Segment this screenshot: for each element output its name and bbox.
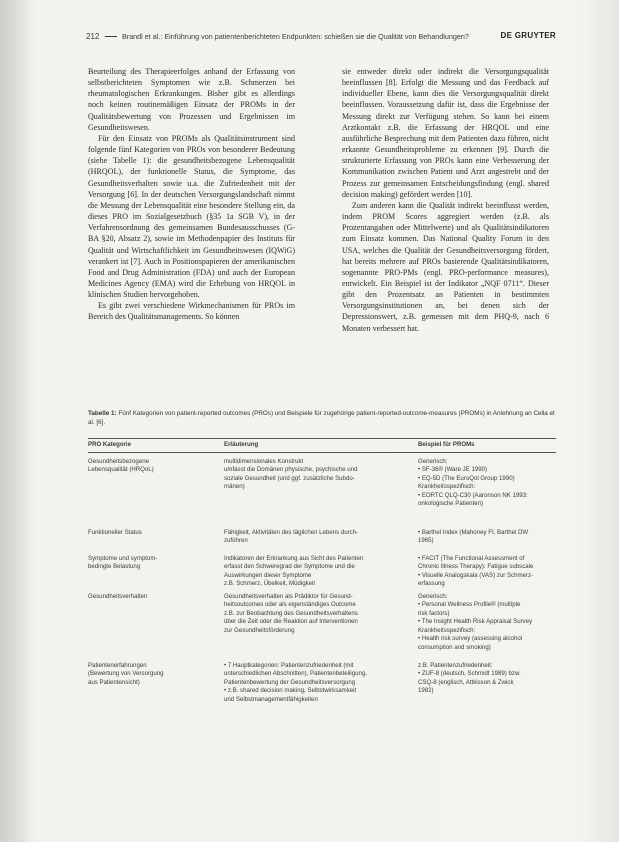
table-cell-line: Krankheitsspezifisch: [418, 483, 476, 491]
table-cell-line: Patientenbewertung der Gesundheitsversorgung [224, 678, 356, 686]
table-cell-line: (Bewertung von Versorgung [88, 670, 164, 678]
table-cell-examples [418, 529, 556, 546]
table-cell-line: über die Zeit oder die Reaktion auf Interventionen [224, 618, 358, 626]
paragraph: Für den Einsatz von PROMs als Qualitätsinstrument sind folgende fünf Kategorien von PROs von besonderer Bedeutung (siehe Tabelle 1): die gesundheitsbezogene Lebensqualität (HRQOL), der funktionelle Status, die Symptome, das Gesundheitsverhalten sowie u.a. die Zufriedenheit mit der Versorgung [6]. In der deutschen Versorgungslandschaft nimmt die Messung der Lebensqualität eine besondere Stellung ein, da dieses PRO im Sozialgesetzbuch (§35 1a SGB V), in der Verfahrensordnung des gemeinsamen Bundesausschusses (G-BA §20, Absatz 2), sowie im Methodenpapier des Instituts für Qualität und Wirtschaftlichkeit im Gesundheitswesen (IQWiG) verankert ist [7]. Auch in Positionspapieren der amerikanischen Food and Drug Administration (FDA) und auch der European Medicines Agency (EMA) wird die Erhebung von HRQOL in klinischen Studien hervorgehoben. [88, 133, 295, 300]
table-cell-line: 1965) [418, 537, 434, 545]
table-cell-category [88, 662, 200, 687]
table-cell-line: 1982) [418, 687, 434, 695]
table-cell-line: Lebensqualität (HRQoL) [88, 466, 154, 474]
table-cell-line: • FACIT (The Functional Assessment of [418, 555, 525, 562]
table-cell-category [88, 593, 200, 601]
table-cell-line: multidimensionales Konstrukt [224, 458, 304, 465]
table-cell-line: umfasst die Domänen physische, psychische und [224, 466, 358, 474]
table-cell-line: und Selbstmanagementfähigkeiten [224, 695, 318, 703]
body-column-left [88, 66, 295, 323]
table-cell-line: onkologische Patienten) [418, 500, 484, 508]
table-cell-explanation [224, 458, 394, 492]
table-cell-category [88, 555, 200, 572]
table-cell-line: • EQ-5D (The EuroQol Group 1990) [418, 474, 515, 482]
table-header-examples: Beispiel für PROMs [418, 441, 475, 448]
table-cell-line: erfasst den Schweregrad der Symptome und die [224, 563, 355, 571]
table-caption-label: Tabelle 1: [88, 410, 117, 417]
page-number: 212 [86, 32, 100, 41]
table-cell-line: zur Gesundheitsförderung [224, 626, 295, 634]
table-cell-line: • z.B. shared decision making, Selbstwirksamkeit [224, 687, 357, 695]
publisher-logo: DE GRUYTER [500, 31, 556, 40]
table-cell-explanation [224, 529, 394, 546]
table-cell-line: z.B. zur Beobachtung des Gesundheitsverhaltens [224, 609, 358, 617]
running-title: Brandl et al.: Einführung von patientenberichteten Endpunkten: schießen sie die Qualität von Behandlungen? [122, 32, 469, 41]
table-cell-line: aus Patientensicht) [88, 678, 140, 686]
table-cell-line: risk factors) [418, 609, 450, 617]
table-cell-line: • ZUF-8 (deutsch, Schmidt 1989) bzw. [418, 670, 521, 678]
table-cell-category [88, 458, 200, 475]
table-cell-examples [418, 593, 556, 652]
table-cell-line: • SF-36® (Ware JE 1990) [418, 466, 488, 474]
table-cell-line: Auswirkungen dieser Symptome [224, 571, 312, 579]
table-cell-line: CSQ-8 (englisch, Attkisson & Zwick [418, 678, 514, 686]
table-cell-line: erfassung [418, 580, 445, 588]
table-cell-explanation [224, 555, 394, 589]
table-caption-text: Fünf Kategorien von patient-reported outcomes (PROs) und Beispiele für zugehörige patient-reported-outcome-measures (PROMs) in Anlehnung an Cella et al. [6]. [88, 410, 555, 426]
table-cell-line: Krankheitsspezifisch: [418, 626, 476, 634]
table-cell-line: soziale Gesundheit (und ggf. zusätzliche Subdo- [224, 474, 355, 482]
table-header-rule [88, 452, 556, 453]
table-top-rule [88, 438, 556, 439]
table-cell-line: bedingte Belastung [88, 563, 141, 571]
table-cell-explanation [224, 593, 394, 635]
table-cell-line: • 7 Hauptkategorien: Patientenzufriedenheit (mit [224, 662, 354, 669]
table-cell-line: Fähigkeit, Aktivitäten des täglichen Lebens durch- [224, 529, 359, 536]
paragraph: Beurteilung des Therapieerfolges anhand der Erfassung von selbstberichteten Symptomen wie z.B. Schmerzen bei rheumatologischen Erkrankungen. Bisher gibt es allerdings noch keinen routinemäßigen Einsatz der PROMs in der Qualitätsbewertung von Prozessen und Ergebnissen im Gesundheitswesen. [88, 67, 295, 132]
table-cell-line: consumption and smoking) [418, 643, 491, 651]
table-cell-line: z.B. Patientenzufriedenheit: [418, 662, 493, 669]
table-cell-line: Generisch: [418, 458, 448, 465]
binding-shadow [0, 0, 34, 842]
table-cell-examples [418, 458, 556, 509]
table-cell-line: z.B. Schmerz, Übelkeit, Müdigkeit [224, 580, 316, 588]
table-cell-line: Chronic Illness Therapy): Fatigue subscale [418, 563, 534, 571]
table-header-explanation: Erläuterung [224, 441, 259, 448]
table-cell-examples [418, 555, 556, 589]
table-cell-line: Gesundheitsverhalten [88, 593, 148, 600]
table-cell-line: Indikatoren der Erkrankung aus Sicht des Patienten [224, 555, 364, 562]
table-cell-line: Gesundheitsbezogene [88, 458, 149, 465]
table-cell-line: Gesundheitsverhalten als Prädiktor für Gesund- [224, 593, 353, 600]
table-cell-line: Symptome und symptom- [88, 555, 158, 562]
table-cell-line: unterschiedlichen Abschnitten), Patientenbeteiligung, [224, 670, 367, 678]
table-cell-line: Funktioneller Status [88, 529, 142, 536]
paragraph: sie entweder direkt oder indirekt die Versorgungsqualität beeinflussen [8]. Erfolgt die Messung und das Feedback auf individueller Ebene, kann dies die Versorgungsqualität direkt beeinflussen. Voraussetzung dafür ist, dass die Ergebnisse der Messung direkt zur Verfügung stehen. So kann bei einem Arztkontakt z.B. die Erfassung der HRQOL und eine ausführliche Besprechung mit dem Patienten dazu führen, nicht erkannte Gesundheitsprobleme zu erkennen [9]. Durch die strukturierte Erfassung von PROs kann eine Verbesserung der Kommunikation zwischen Patient und Arzt angestrebt und der Prozess zur gemeinsamen Entscheidungsfindung (engl. shared decision making) gefördert werden [10]. [342, 67, 549, 199]
table-caption [88, 410, 556, 427]
table-cell-line: Generisch: [418, 593, 448, 600]
table-cell-line: • The Insight Health Risk Appraisal Survey [418, 618, 533, 626]
table-cell-line: mänen) [224, 483, 245, 491]
table-header-category: PRO Kategorie [88, 441, 132, 448]
table-cell-examples [418, 662, 556, 696]
table-cell-line: • Health risk survey (assessing alcohol [418, 635, 523, 643]
table-cell-category [88, 529, 200, 537]
table-cell-line: • Barthel Index (Mahoney FI, Barthel DW [418, 529, 529, 536]
header-dash [105, 36, 117, 37]
table-cell-line: • Personal Wellness Profile® (multiple [418, 601, 521, 609]
table-cell-line: heitsoutcomes oder als eigenständiges Outcome [224, 601, 356, 609]
table-cell-explanation [224, 662, 394, 704]
paragraph: Zum anderen kann die Qualität indirekt beeinflusst werden, indem PROM Scores aggregiert werden (z.B. als Prozentangaben oder Mittelwerte) und als Qualitätsindikatoren zum Einsatz kommen. Das National Quality Forum in den USA, welches die Qualität der Gesundheitsversorgung fördert, hat bereits mehrere auf PROs basierende Qualitätsindikatoren, sogenannte PRO-PMs (engl. PRO-performance measures), entwickelt. Ein Beispiel ist der Indikator „NQF 0711“. Dieser gibt den Prozentsatz an Patienten in bestimmten Versorgungsinstitutionen an, bei denen sich der Depressionswert, z.B. gemessen mit dem PHQ-9, nach 6 Monaten verbessert hat. [342, 200, 549, 333]
body-column-right [342, 66, 549, 334]
table-cell-line: • Visuelle Analogskala (VAS) zur Schmerz- [418, 571, 534, 579]
table-cell-line: • EORTC QLQ-C30 (Aaronson NK 1993: [418, 491, 528, 499]
table-cell-line: Patientenerfahrungen [88, 662, 147, 669]
paragraph: Es gibt zwei verschiedene Wirkmechanismen für PROs im Bereich des Qualitätsmanagements. So können [88, 301, 295, 322]
table-cell-line: zuführen [224, 537, 248, 545]
running-header [86, 29, 556, 43]
